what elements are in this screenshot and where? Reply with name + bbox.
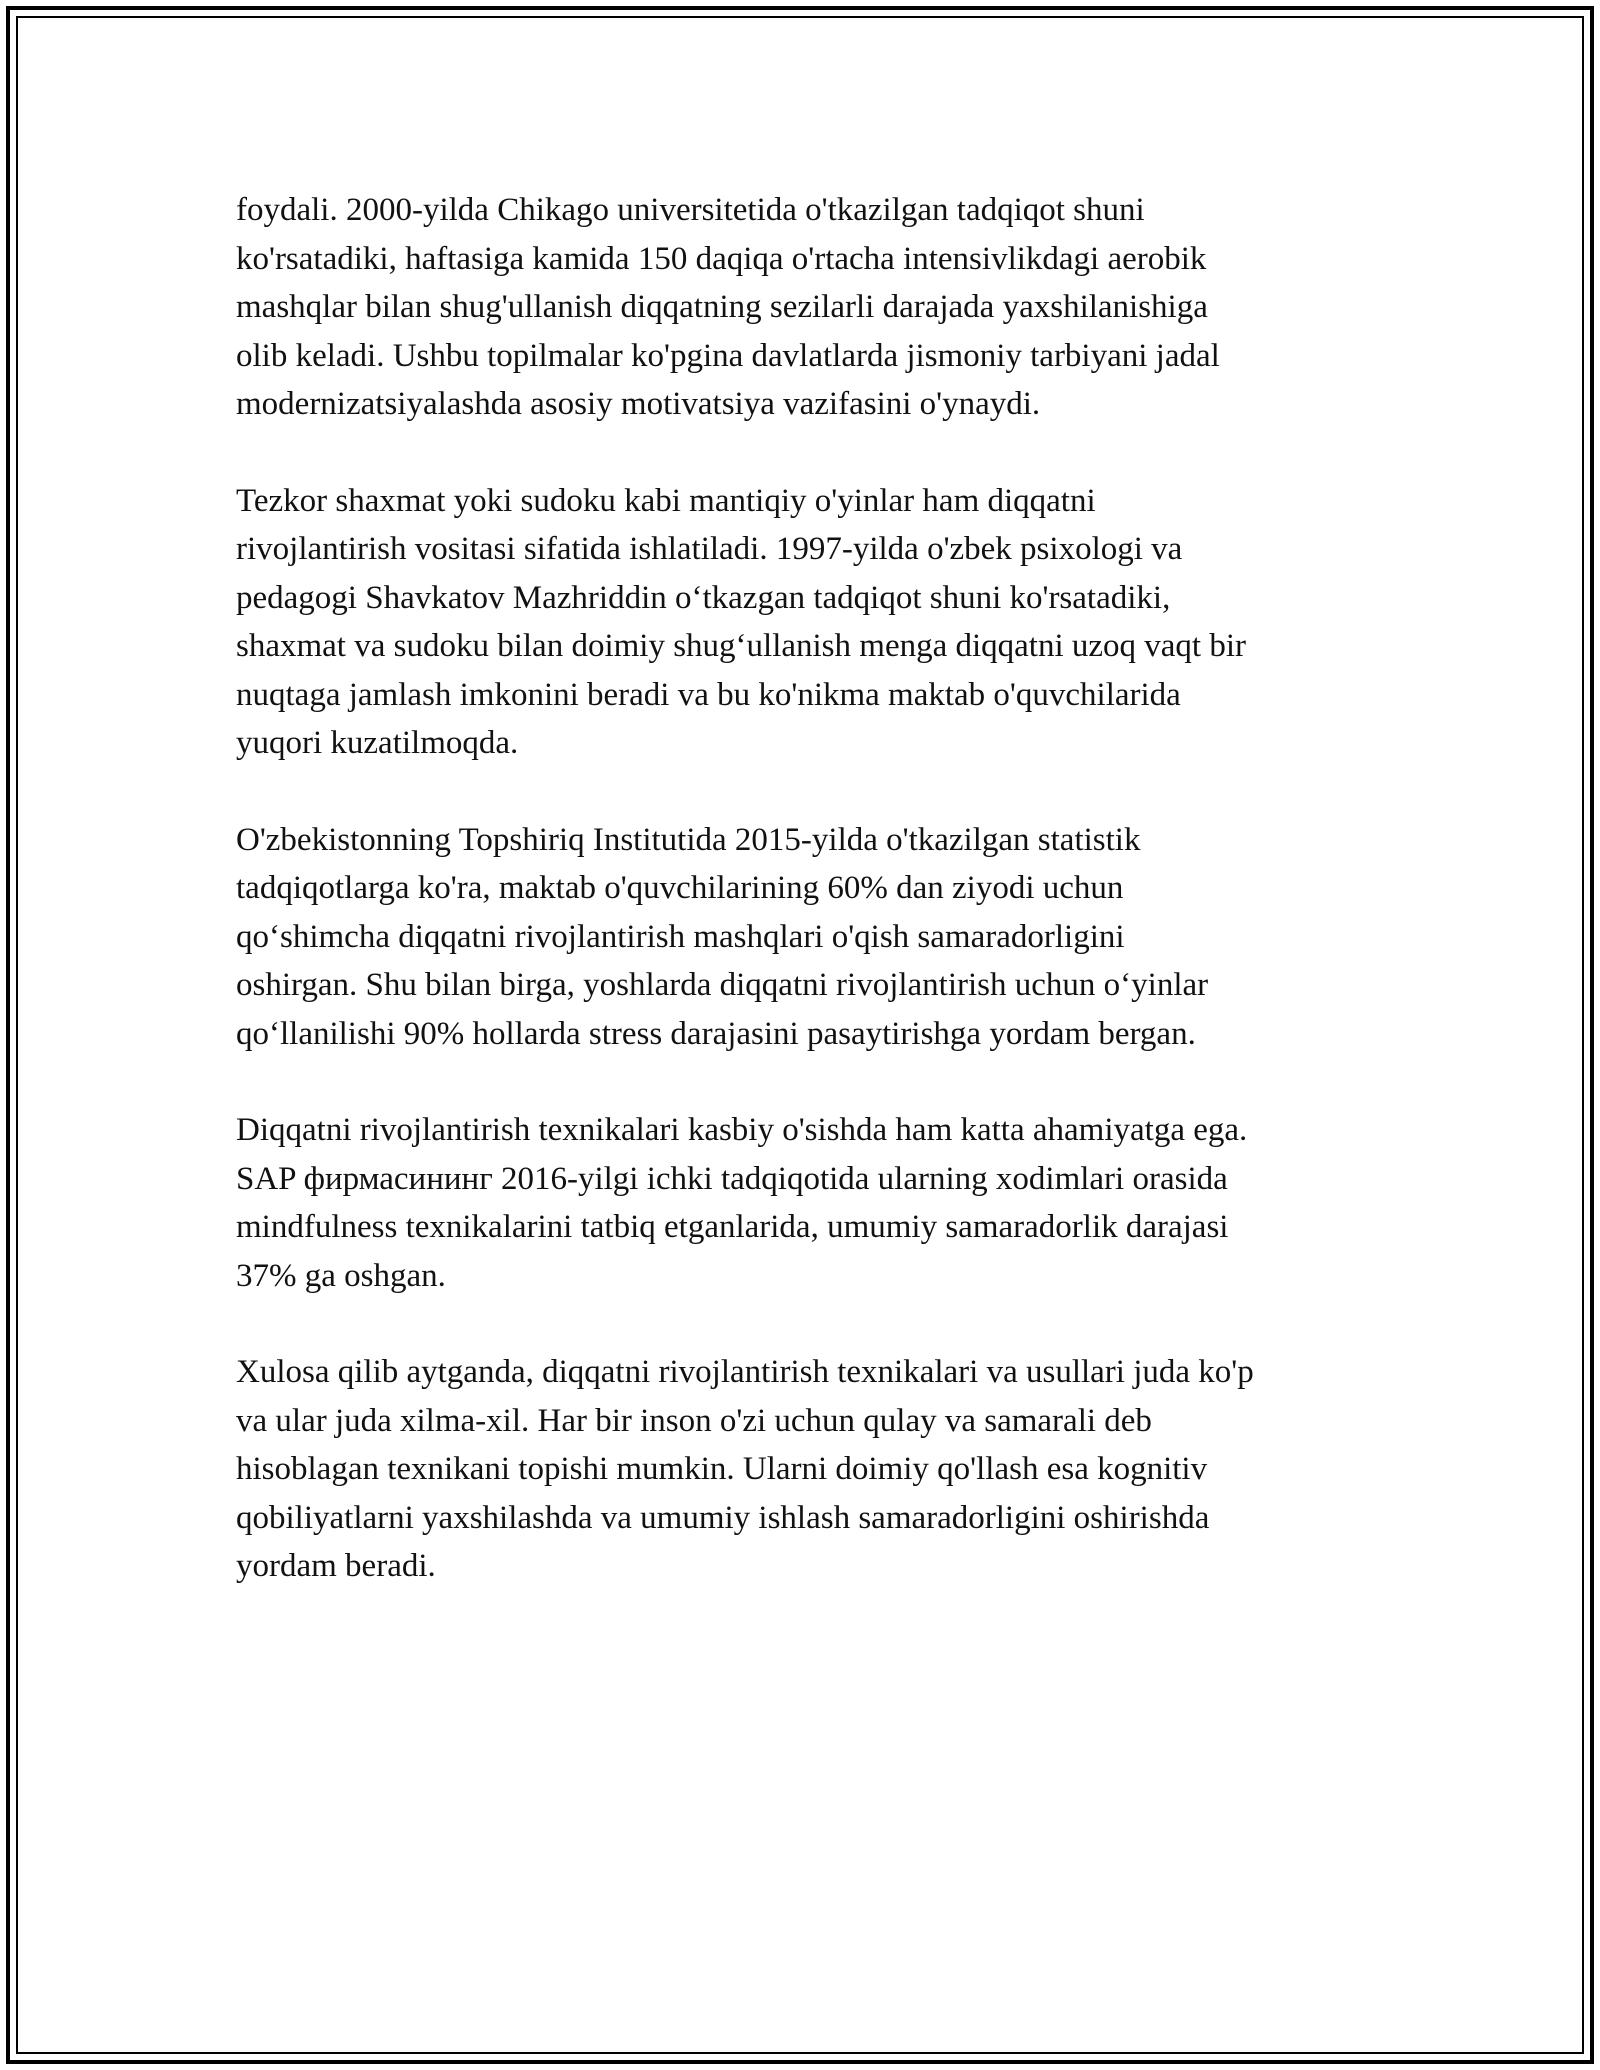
paragraph-statistics: O'zbekistonning Topshiriq Institutida 2015-yilda o'tkazilgan statistik tadqiqotlarga ko'ra, maktab o'quvchilarining 60% dan ziyodi uchun qo‘shimcha diqqatni rivojlantirish mashqlari o'qish samaradorligini oshirgan. Shu bilan birga, yoshlarda diqqatni rivojlantirish uchun o‘yinlar qo‘llanilishi 90% hollarda stress darajasini pasaytirishga yordam bergan. (236, 821, 1209, 1052)
paragraph-aerobic-exercise: foydali. 2000-yilda Chikago universitetida o'tkazilgan tadqiqot shuni ko'rsatadiki, haftasiga kamida 150 daqiqa o'rtacha intensivlikdagi aerobik mashqlar bilan shug'ullanish diqqatning sezilarli darajada yaxshilanishiga olib keladi. Ushbu topilmalar ko'pgina davlatlarda jismoniy tarbiyani jadal modernizatsiyalashda asosiy motivatsiya vazifasini o'ynaydi. (236, 192, 1220, 422)
document-body (236, 186, 1376, 1639)
paragraph-professional-growth: Diqqatni rivojlantirish texnikalari kasbiy o'sishda ham katta ahamiyatga ega. SAP фирмасининг 2016-yilgi ichki tadqiqotida ularning xodimlari orasida mindfulness texnikalarini tatbiq etganlarida, umumiy samaradorlik darajasi 37% ga oshgan. (236, 1112, 1248, 1294)
paragraph-logic-games: Tezkor shaxmat yoki sudoku kabi mantiqiy o'yinlar ham diqqatni rivojlantirish vositasi sifatida ishlatiladi. 1997-yilda o'zbek psixologi va pedagogi Shavkatov Mazhriddin o‘tkazgan tadqiqot shuni ko'rsatadiki, shaxmat va sudoku bilan doimiy shug‘ullanish menga diqqatni uzoq vaqt bir nuqtaga jamlash imkonini beradi va bu ko'nikma maktab o'quvchilarida yuqori kuzatilmoqda. (236, 482, 1247, 761)
paragraph-conclusion: Xulosa qilib aytganda, diqqatni rivojlantirish texnikalari va usullari juda ko'p va ular juda xilma-xil. Har bir inson o'zi uchun qulay va samarali deb hisoblagan texnikani topishi mumkin. Ularni doimiy qo'llash esa kognitiv qobiliyatlarni yaxshilashda va umumiy ishlash samaradorligini oshirishda yordam beradi. (236, 1354, 1254, 1584)
